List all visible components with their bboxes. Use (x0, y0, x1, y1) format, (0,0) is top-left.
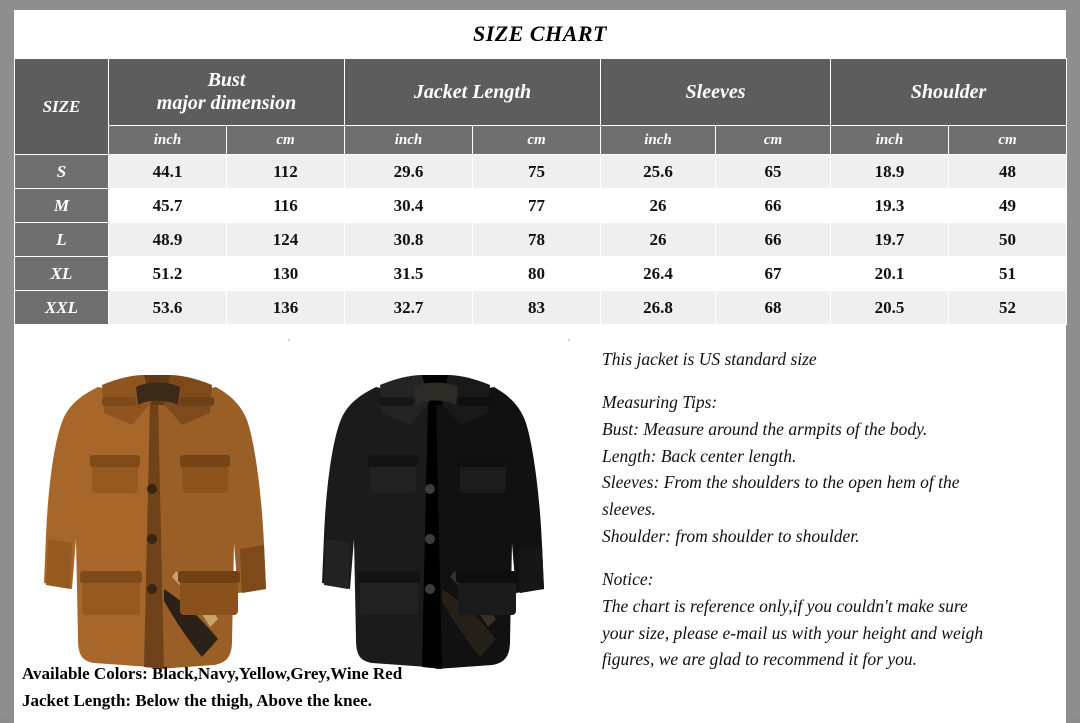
cell-length-cm: 77 (473, 189, 601, 223)
size-chart-table (14, 58, 1067, 325)
notice-title: Notice: (602, 568, 654, 589)
row-size: XXL (15, 291, 109, 325)
cell-shoulder-cm: 49 (949, 189, 1067, 223)
cell-bust-cm: 130 (227, 257, 345, 291)
cell-bust-cm: 136 (227, 291, 345, 325)
header-shoulder: Shoulder (831, 59, 1067, 126)
cell-bust-inch: 53.6 (109, 291, 227, 325)
cell-bust-cm: 124 (227, 223, 345, 257)
cell-length-inch: 30.4 (345, 189, 473, 223)
cell-length-inch: 31.5 (345, 257, 473, 291)
jacket-black-illustration (310, 339, 560, 679)
table-group-header-row (15, 59, 1067, 126)
header-bust (109, 59, 345, 126)
unit-sleeves-inch: inch (601, 126, 716, 155)
size-chart-sheet (14, 10, 1066, 710)
cell-bust-cm: 116 (227, 189, 345, 223)
table-row (15, 291, 1067, 325)
bottom-notes (22, 663, 574, 718)
cell-sleeves-inch: 26 (601, 223, 716, 257)
cell-sleeves-cm: 65 (716, 155, 831, 189)
unit-sleeves-cm: cm (716, 126, 831, 155)
title-bar (14, 10, 1066, 58)
table-row (15, 189, 1067, 223)
jacket-photo-black (310, 339, 560, 684)
cell-length-cm: 83 (473, 291, 601, 325)
cell-length-cm: 78 (473, 223, 601, 257)
photo-watermark-left: ' (288, 337, 290, 349)
cell-length-inch: 32.7 (345, 291, 473, 325)
cell-sleeves-inch: 25.6 (601, 155, 716, 189)
photo-watermark-right: ' (568, 337, 570, 349)
measuring-tips-title: Measuring Tips: (602, 391, 718, 412)
row-size: S (15, 155, 109, 189)
header-bust-bottom: major dimension (156, 92, 297, 114)
header-size: SIZE (15, 59, 109, 155)
table-row (15, 223, 1067, 257)
info-panel (580, 325, 1066, 723)
cell-sleeves-cm: 66 (716, 189, 831, 223)
cell-shoulder-inch: 20.5 (831, 291, 949, 325)
header-sleeves: Sleeves (601, 59, 831, 126)
cell-sleeves-inch: 26.8 (601, 291, 716, 325)
cell-bust-cm: 112 (227, 155, 345, 189)
measuring-tip-sleeves-line2: sleeves. (602, 499, 656, 520)
header-jacket-length: Jacket Length (345, 59, 601, 126)
cell-length-inch: 29.6 (345, 155, 473, 189)
jacket-tan-illustration (32, 339, 282, 679)
cell-shoulder-cm: 50 (949, 223, 1067, 257)
cell-sleeves-cm: 67 (716, 257, 831, 291)
measuring-tip-sleeves-line1: Sleeves: From the shoulders to the open hem of the (602, 472, 960, 493)
row-size: XL (15, 257, 109, 291)
cell-sleeves-inch: 26 (601, 189, 716, 223)
jacket-photo-tan (32, 339, 282, 684)
unit-bust-cm: cm (227, 126, 345, 155)
lower-section (14, 325, 1066, 723)
row-size: M (15, 189, 109, 223)
available-colors-note: Available Colors: Black,Navy,Yellow,Grey,Wine Red (22, 663, 403, 683)
measuring-tip-shoulder: Shoulder: from shoulder to shoulder. (602, 526, 860, 547)
cell-length-inch: 30.8 (345, 223, 473, 257)
cell-shoulder-inch: 19.7 (831, 223, 949, 257)
us-standard-note: This jacket is US standard size (602, 349, 817, 369)
cell-bust-inch: 48.9 (109, 223, 227, 257)
unit-length-cm: cm (473, 126, 601, 155)
measuring-tip-bust: Bust: Measure around the armpits of the body. (602, 418, 928, 439)
header-bust-top: Bust (207, 69, 246, 91)
cell-length-cm: 80 (473, 257, 601, 291)
measuring-tip-length: Length: Back center length. (602, 445, 797, 466)
product-photos (14, 325, 580, 723)
table-row (15, 155, 1067, 189)
spacer (602, 551, 1048, 567)
cell-bust-inch: 51.2 (109, 257, 227, 291)
table-unit-header-row (15, 126, 1067, 155)
notice-line3: figures, we are glad to recommend it for you. (602, 649, 917, 670)
row-size: L (15, 223, 109, 257)
cell-bust-inch: 44.1 (109, 155, 227, 189)
unit-shoulder-inch: inch (831, 126, 949, 155)
cell-shoulder-inch: 20.1 (831, 257, 949, 291)
cell-shoulder-inch: 18.9 (831, 155, 949, 189)
table-row (15, 257, 1067, 291)
cell-bust-inch: 45.7 (109, 189, 227, 223)
cell-sleeves-cm: 66 (716, 223, 831, 257)
unit-bust-inch: inch (109, 126, 227, 155)
unit-shoulder-cm: cm (949, 126, 1067, 155)
cell-sleeves-cm: 68 (716, 291, 831, 325)
unit-length-inch: inch (345, 126, 473, 155)
jacket-length-note: Jacket Length: Below the thigh, Above the knee. (22, 690, 372, 710)
cell-sleeves-inch: 26.4 (601, 257, 716, 291)
page-title: SIZE CHART (473, 21, 607, 46)
cell-length-cm: 75 (473, 155, 601, 189)
cell-shoulder-inch: 19.3 (831, 189, 949, 223)
cell-shoulder-cm: 48 (949, 155, 1067, 189)
notice-line2: your size, please e-mail us with your height and weigh (602, 622, 984, 643)
cell-shoulder-cm: 51 (949, 257, 1067, 291)
cell-shoulder-cm: 52 (949, 291, 1067, 325)
notice-line1: The chart is reference only,if you couldn't make sure (602, 595, 968, 616)
spacer (602, 374, 1048, 390)
